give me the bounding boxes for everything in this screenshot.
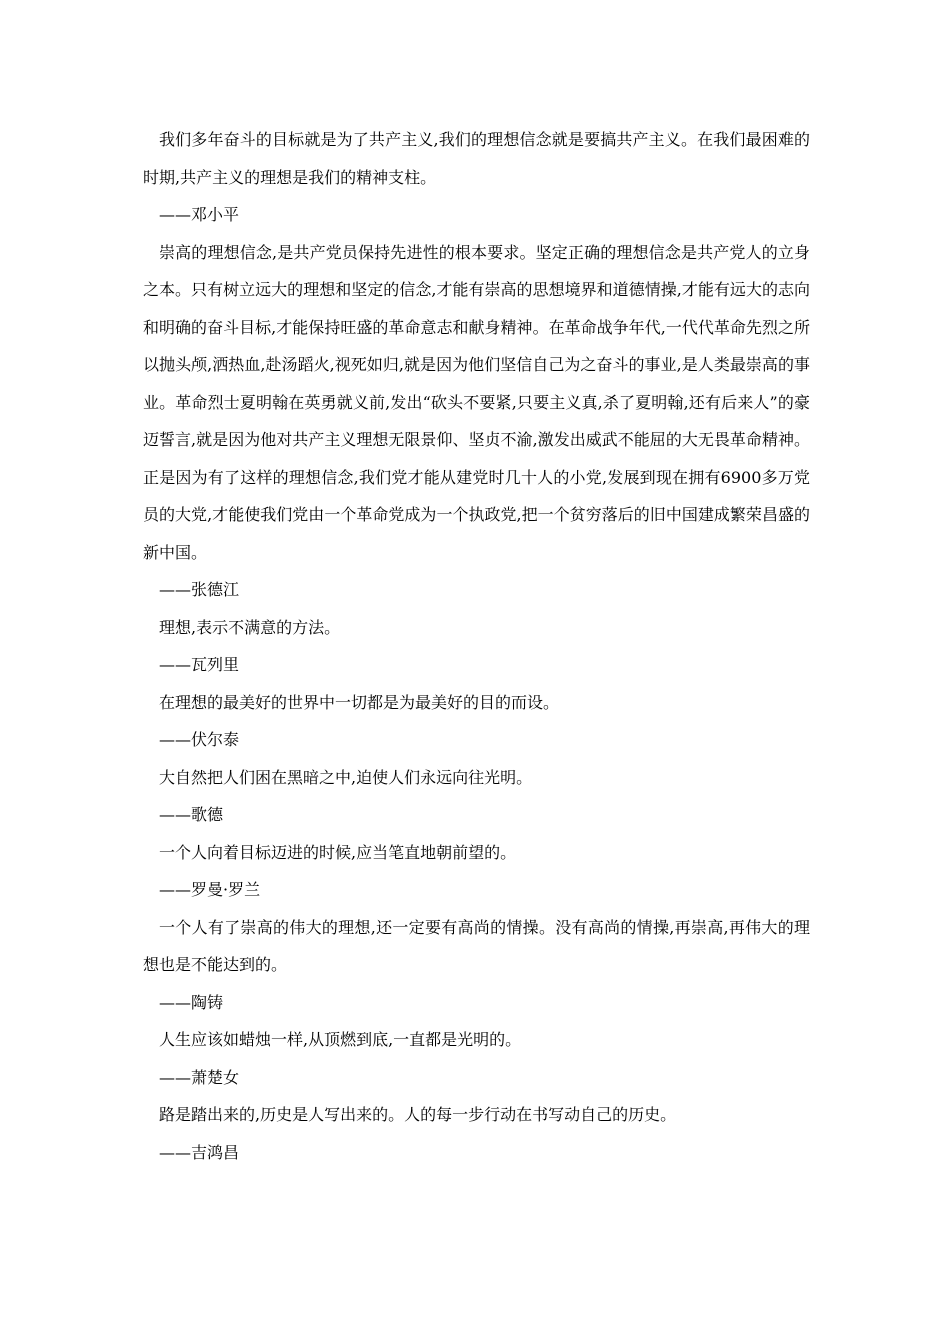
quote-text: 大自然把人们困在黑暗之中,迫使人们永远向往光明。 xyxy=(159,767,533,787)
quote-author: ——罗曼·罗兰 xyxy=(159,880,261,899)
quote-entry xyxy=(143,834,810,909)
quote-entry xyxy=(143,909,810,1022)
quote-text: 我们多年奋斗的目标就是为了共产主义,我们的理想信念就是要搞共产主义。在我们最困难的时期,共产主义的理想是我们的精神支柱。 xyxy=(143,130,810,187)
quote-entry xyxy=(143,609,810,684)
quote-author: ——张德江 xyxy=(159,580,240,599)
quote-text: 崇高的理想信念,是共产党员保持先进性的根本要求。坚定正确的理想信念是共产党人的立身之本。只有树立远大的理想和坚定的信念,才能有崇高的思想境界和道德情操,才能有远大的志向和明确的奋斗目标,才能保持旺盛的革命意志和献身精神。在革命战争年代,一代代革命先烈之所以抛头颅,洒热血,赴汤蹈火,视死如归,就是因为他们坚信自己为之奋斗的事业,是人类最崇高的事业。革命烈士夏明翰在英勇就义前,发出“砍头不要紧,只要主义真,杀了夏明翰,还有后来人”的豪迈誓言,就是因为他对共产主义理想无限景仰、坚贞不渝,激发出威武不能屈的大无畏革命精神。正是因为有了这样的理想信念,我们党才能从建党时几十人的小党,发展到现在拥有6900多万党员的大党,才能使我们党由一个革命党成为一个执政党,把一个贫穷落后的旧中国建成繁荣昌盛的新中国。 xyxy=(143,242,810,562)
quote-text: 人生应该如蜡烛一样,从顶燃到底,一直都是光明的。 xyxy=(159,1030,522,1049)
quote-author: ——伏尔泰 xyxy=(159,730,240,749)
quote-author: ——邓小平 xyxy=(159,205,240,224)
quote-entry xyxy=(143,759,810,834)
quote-list xyxy=(143,121,810,1171)
quote-text: 路是踏出来的,历史是人写出来的。人的每一步行动在书写动自己的历史。 xyxy=(159,1105,677,1124)
quote-entry xyxy=(143,121,810,234)
quote-author: ——萧楚女 xyxy=(159,1067,240,1087)
quote-text: 一个人向着目标迈进的时候,应当笔直地朝前望的。 xyxy=(159,842,517,862)
quote-text: 一个人有了崇高的伟大的理想,还一定要有高尚的情操。没有高尚的情操,再崇高,再伟大的理想也是不能达到的。 xyxy=(143,917,810,974)
quote-author: ——歌德 xyxy=(159,805,224,824)
quote-entry xyxy=(143,1096,810,1171)
quote-entry xyxy=(143,684,810,759)
quote-entry xyxy=(143,234,810,609)
quote-text: 在理想的最美好的世界中一切都是为最美好的目的而设。 xyxy=(159,692,560,712)
quote-author: ——陶铸 xyxy=(159,992,224,1012)
quote-entry xyxy=(143,1021,810,1096)
quote-text: 理想,表示不满意的方法。 xyxy=(159,617,341,637)
quote-author: ——吉鸿昌 xyxy=(159,1142,240,1162)
quote-author: ——瓦列里 xyxy=(159,655,240,674)
